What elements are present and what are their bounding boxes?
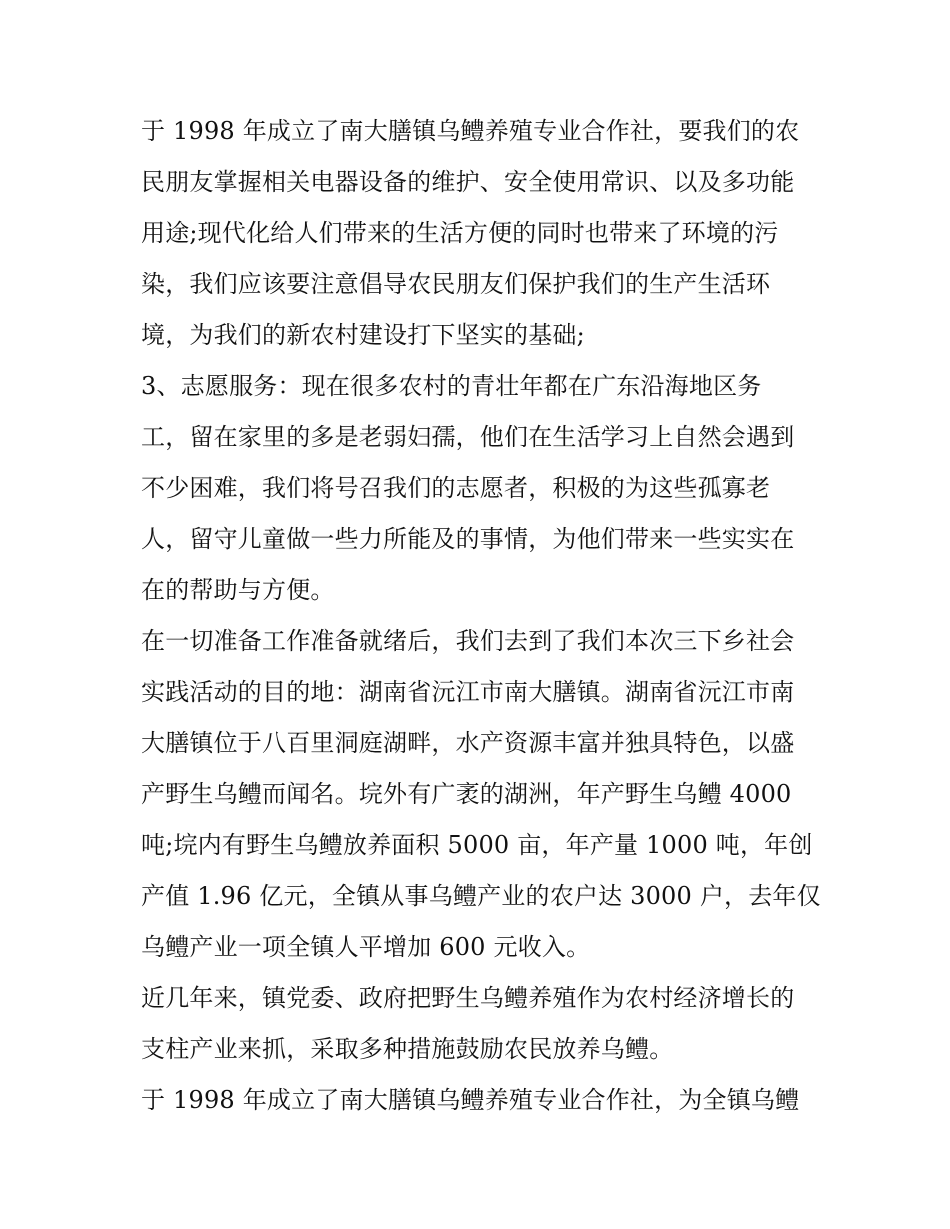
- text-line: 人，留守儿童做一些力所能及的事情，为他们带来一些实实在: [141, 525, 795, 553]
- text-line: 于 1998 年成立了南大膳镇乌鳢养殖专业合作社，为全镇乌鳢: [141, 1086, 800, 1114]
- text-line: 于 1998 年成立了南大膳镇乌鳢养殖专业合作社，要我们的农: [141, 117, 800, 145]
- text-line: 吨;垸内有野生乌鳢放养面积 5000 亩，年产量 1000 吨，年创: [141, 831, 813, 859]
- text-line: 大膳镇位于八百里洞庭湖畔，水产资源丰富并独具特色，以盛: [141, 729, 795, 757]
- text-line: 近几年来，镇党委、政府把野生乌鳢养殖作为农村经济增长的: [141, 984, 795, 1012]
- document-body: [141, 106, 821, 1126]
- text-line: 用途;现代化给人们带来的生活方便的同时也带来了环境的污: [141, 219, 779, 247]
- text-line: 在一切准备工作准备就绪后，我们去到了我们本次三下乡社会: [141, 627, 795, 655]
- text-line: 乌鳢产业一项全镇人平增加 600 元收入。: [141, 933, 591, 961]
- text-line: 产野生乌鳢而闻名。垸外有广袤的湖洲，年产野生乌鳢 4000: [141, 780, 792, 808]
- text-line: 在的帮助与方便。: [141, 576, 335, 604]
- text-line: 产值 1.96 亿元，全镇从事乌鳢产业的农户达 3000 户，去年仅: [141, 882, 821, 910]
- text-line: 支柱产业来抓，采取多种措施鼓励农民放养乌鳢。: [141, 1035, 674, 1063]
- text-line: 染，我们应该要注意倡导农民朋友们保护我们的生产生活环: [141, 270, 771, 298]
- text-line: 工，留在家里的多是老弱妇孺，他们在生活学习上自然会遇到: [141, 423, 795, 451]
- text-line: 实践活动的目的地：湖南省沅江市南大膳镇。湖南省沅江市南: [141, 678, 795, 706]
- text-line: 不少困难，我们将号召我们的志愿者，积极的为这些孤寡老: [141, 474, 771, 502]
- text-line: 3、志愿服务：现在很多农村的青壮年都在广东沿海地区务: [141, 372, 762, 400]
- text-line: 境，为我们的新农村建设打下坚实的基础;: [141, 321, 585, 349]
- text-line: 民朋友掌握相关电器设备的维护、安全使用常识、以及多功能: [141, 168, 795, 196]
